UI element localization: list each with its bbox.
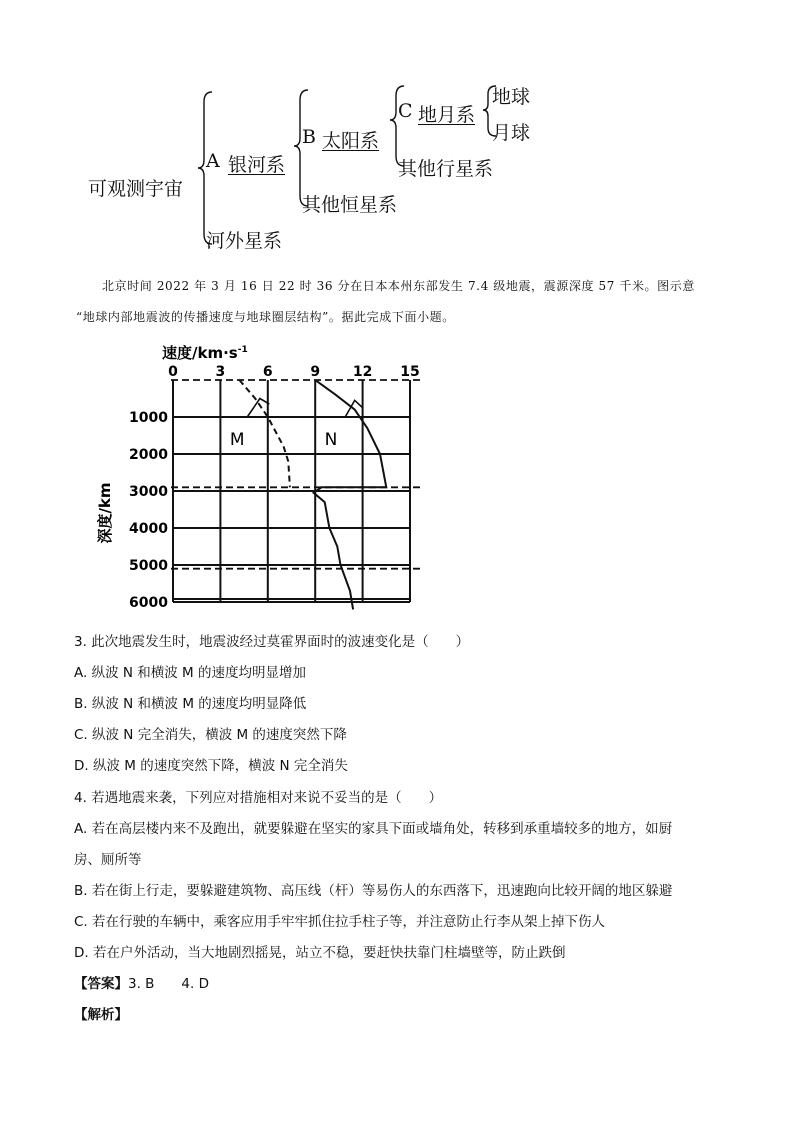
y-tick-label: 5000 <box>129 558 168 574</box>
y-tick-label: 4000 <box>129 521 168 537</box>
label-solar-system: 太阳系 <box>322 130 380 152</box>
y-tick-label: 3000 <box>129 484 168 500</box>
series-label-n: N <box>324 429 338 450</box>
series-n-line <box>314 380 387 609</box>
option-b: B. 纵波 N 和横波 M 的速度均明显降低 <box>74 696 307 712</box>
answer-line <box>74 972 209 992</box>
option-a-continued: 房、厕所等 <box>74 852 142 868</box>
y-tick-label: 1000 <box>129 410 168 426</box>
chart-x-label: 速度$/km\cdot s^{-1}$ <box>162 344 248 362</box>
series-label-m: M <box>229 429 245 450</box>
option-c: C. 纵波 N 完全消失，横波 M 的速度突然下降 <box>74 727 347 743</box>
label-c-prefix: C <box>398 100 413 122</box>
root-label: 可观测宇宙 <box>88 178 184 200</box>
hierarchy-braces <box>0 0 794 260</box>
option-b: B. 若在街上行走，要躲避建筑物、高压线（杆）等易伤人的东西落下，迅速跑向比较开阔的地区躲避 <box>74 883 673 899</box>
option-d: D. 纵波 M 的速度突然下降，横波 N 完全消失 <box>74 758 348 774</box>
y-tick-label: 6000 <box>129 595 168 610</box>
option-a: A. 若在高层楼内来不及跑出，就要躲避在坚实的家具下面或墙角处，转移到承重墙较多的地方，如厨 <box>74 821 673 837</box>
intro-line-1: 北京时间 2022 年 3 月 16 日 22 时 36 分在日本本州东部发生 7.4 级地震，震源深度 57 千米。图示意 <box>102 279 695 293</box>
label-other-stars: 其他恒星系 <box>302 194 398 216</box>
chart-y-label: 深度/km <box>96 482 114 544</box>
label-b-prefix: B <box>302 126 316 148</box>
x-tick-label: 3 <box>215 364 226 380</box>
intro-line-2: “地球内部地震波的传播速度与地球圈层结构”。据此完成下面小题。 <box>76 310 455 324</box>
label-earth: 地球 <box>492 86 531 108</box>
question-stem: 3. 此次地震发生时，地震波经过莫霍界面时的波速变化是（ ） <box>74 634 470 650</box>
analysis-label: 【解析】 <box>74 1007 128 1023</box>
label-outer-galaxies: 河外星系 <box>206 230 283 252</box>
x-tick-label: 12 <box>352 364 373 380</box>
label-earth-moon-system: 地月系 <box>418 104 476 126</box>
x-tick-label: 6 <box>262 364 273 380</box>
option-c: C. 若在行驶的车辆中，乘客应用手牢牢抓住拉手柱子等，并注意防止行李从架上掉下伤人 <box>74 914 606 930</box>
label-moon: 月球 <box>492 122 531 144</box>
y-tick-label: 2000 <box>129 447 168 463</box>
option-a: A. 纵波 N 和横波 M 的速度均明显增加 <box>74 665 306 681</box>
label-galaxy: 银河系 <box>228 154 286 176</box>
question-stem: 4. 若遇地震来袭，下列应对措施相对来说不妥当的是（ ） <box>74 790 443 806</box>
seismic-wave-chart <box>90 338 440 610</box>
series-m-line <box>239 380 290 487</box>
x-tick-label: 0 <box>168 364 178 380</box>
x-tick-label: 15 <box>400 364 420 380</box>
answer-label: 【答案】 <box>74 976 128 992</box>
x-tick-label: 9 <box>310 364 321 380</box>
option-d: D. 若在户外活动，当大地剧烈摇晃，站立不稳，要赶快扶靠门柱墙壁等，防止跌倒 <box>74 945 566 961</box>
answer-text: 3. B 4. D <box>128 976 209 992</box>
label-a-prefix: A <box>206 150 220 172</box>
label-other-planets: 其他行星系 <box>398 158 494 180</box>
